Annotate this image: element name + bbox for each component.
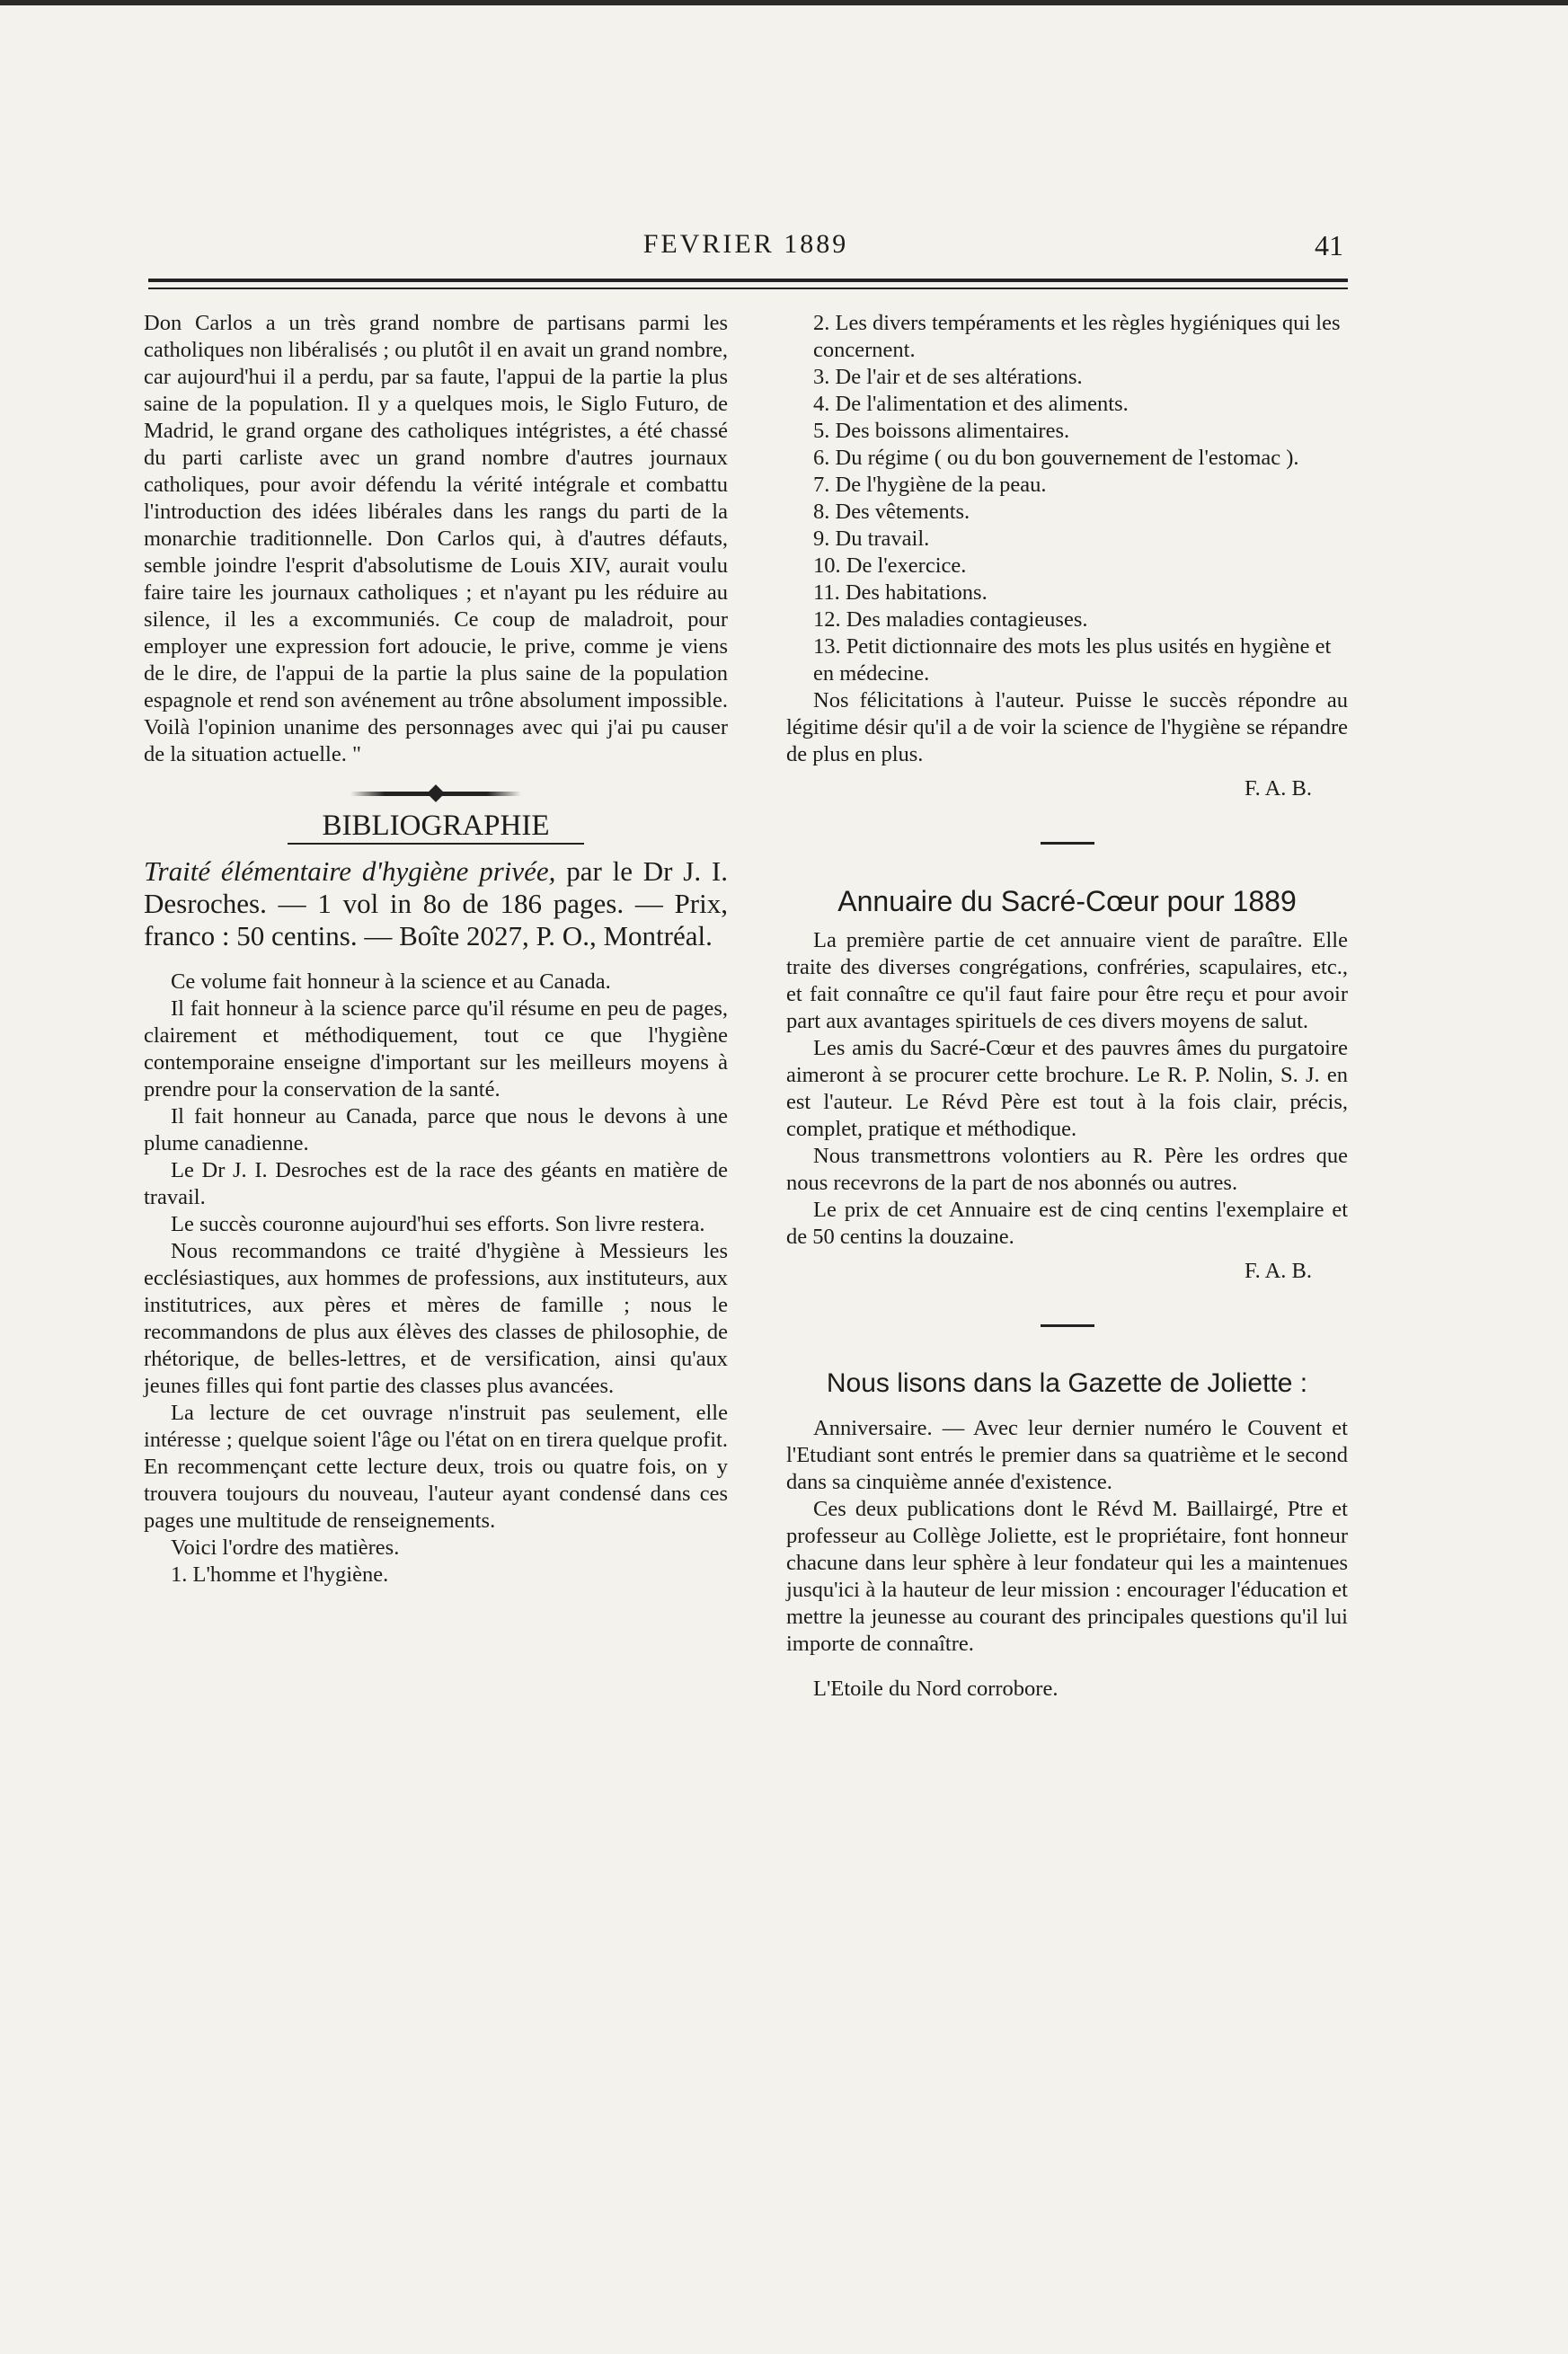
paragraph: Il fait honneur au Canada, parce que nous le devons à une plume canadienne. — [144, 1104, 728, 1155]
ornament-separator — [350, 792, 521, 796]
paragraph: La lecture de cet ouvrage n'instruit pas seulement, elle intéresse ; quelque soient l'âge ou l'état on en tirera quelque profit. En recommençant cette lecture deux, trois ou quatre fois, on y trouvera toujours du nouveau, l'auteur ayant condensé dans ces pages une multitude de renseignements. — [144, 1401, 728, 1533]
header-rule-thin — [148, 288, 1348, 289]
section-title-text: BIBLIOGRAPHIE — [322, 810, 550, 842]
section-title — [144, 812, 728, 845]
book-title: Traité élémentaire d'hygiène privée, — [144, 855, 556, 887]
paragraph: Il fait honneur à la science parce qu'il résume en peu de pages, clairement et méthodiquement, tout ce que l'hygiène contemporaine enseigne d'important sur les meilleurs moyens à prendre pour la conservation de la santé. — [144, 996, 728, 1102]
toc-item: 8. Des vêtements. — [813, 500, 970, 524]
paragraph: Les amis du Sacré-Cœur et des pauvres âmes du purgatoire aimeront à se procurer cette brochure. Le R. P. Nolin, S. J. en est l'auteur. Le Révd Père est tout à la fois clair, précis, complet, pratique et méthodique. — [786, 1036, 1348, 1141]
closing-paragraph: Nos félicitations à l'auteur. Puisse le succès répondre au légitime désir qu'il a de voir la science de l'hygiène se répandre de plus en plus. — [786, 688, 1348, 766]
toc-item: 6. Du régime ( ou du bon gouvernement de l'estomac ). — [813, 446, 1299, 470]
separator — [1041, 1324, 1094, 1327]
toc-item: 11. Des habitations. — [813, 580, 988, 605]
paragraph: Ces deux publications dont le Révd M. Baillairgé, Ptre et professeur au Collège Joliette, est le propriétaire, font honneur chacune dans leur sphère à leur fondateur qui les a maintenues jusqu'ici à la hauteur de leur mission : encourager l'éducation et mettre la jeunesse au courant des principales questions qu'il lui importe de connaître. — [786, 1497, 1348, 1656]
toc-item: 13. Petit dictionnaire des mots les plus usités en hygiène et en médecine. — [813, 634, 1332, 686]
signature: F. A. B. — [1245, 1259, 1312, 1283]
header-rule-thick — [148, 279, 1348, 282]
signature: F. A. B. — [1245, 776, 1312, 801]
left-column — [144, 310, 728, 1589]
toc-item: 10. De l'exercice. — [813, 553, 967, 578]
toc-item: 2. Les divers tempéraments et les règles hygiéniques qui les concernent. — [813, 311, 1341, 362]
paragraph: Le Dr J. I. Desroches est de la race des géants en matière de travail. — [144, 1158, 728, 1209]
right-column — [786, 310, 1348, 1703]
paragraph: Ce volume fait honneur à la science et au Canada. — [171, 969, 611, 994]
book-reference — [144, 855, 728, 952]
top-edge-rule — [0, 0, 1568, 5]
annuaire-title: Annuaire du Sacré-Cœur pour 1889 — [837, 885, 1297, 917]
book-details: par le Dr J. I. Desroches. — 1 vol in 8o de 186 pages. — Prix, franco : 50 centins. — Boîte 2027, P. O., Montréal. — [144, 855, 728, 951]
separator — [1041, 842, 1094, 845]
intro-paragraph: Don Carlos a un très grand nombre de partisans parmi les catholiques non libéralisés ; ou plutôt il en avait un grand nombre, car aujourd'hui il a perdu, par sa faute, l'appui de la partie la plus saine de la population. Il y a quelques mois, le Siglo Futuro, de Madrid, le grand organe des catholiques intégristes, a été chassé du parti carliste avec un grand nombre d'autres journaux catholiques, pour avoir défendu la vérité intégrale et combattu l'introduction des idées libérales dans les rangs du parti de la monarchie traditionnelle. Don Carlos qui, à d'autres défauts, semble joindre l'esprit d'absolutisme de Louis XIV, aurait voulu faire taire les journaux catholiques ; et n'ayant pu les réduire au silence, il les a excommuniés. Ce coup de maladroit, pour employer une expression fort adoucie, le prive, comme je viens de le dire, de l'appui de la partie la plus saine de la population espagnole et rend son avénement au trône absolument impossible. Voilà l'opinion unanime des personnages avec qui j'ai pu causer de la situation actuelle. " — [144, 311, 728, 766]
toc-item: 9. Du travail. — [813, 527, 930, 551]
gazette-heading: Nous lisons dans la Gazette de Joliette : — [826, 1368, 1308, 1398]
paragraph: Voici l'ordre des matières. — [171, 1535, 400, 1560]
paragraph: Le succès couronne aujourd'hui ses efforts. Son livre restera. — [171, 1212, 705, 1236]
toc-item: 4. De l'alimentation et des aliments. — [813, 392, 1129, 416]
paragraph: La première partie de cet annuaire vient de paraître. Elle traite des diverses congrégations, confréries, scapulaires, etc., et fait connaître ce qu'il faut faire pour être reçu et pour avoir part aux avantages spirituels de ces divers moyens de salut. — [786, 928, 1348, 1033]
page-number: 41 — [1315, 229, 1343, 261]
toc-item: 5. Des boissons alimentaires. — [813, 419, 1070, 443]
paragraph: Le prix de cet Annuaire est de cinq centins l'exemplaire et de 50 centins la douzaine. — [786, 1198, 1348, 1249]
paragraph: Anniversaire. — Avec leur dernier numéro le Couvent et l'Etudiant sont entrés le premier dans sa quatrième et le second dans sa cinquième année d'existence. — [786, 1416, 1348, 1494]
paragraph: Nous transmettrons volontiers au R. Père les ordres que nous recevrons de la part de nos abonnés ou autres. — [786, 1144, 1348, 1195]
paragraph: Nous recommandons ce traité d'hygiène à Messieurs les ecclésiastiques, aux hommes de professions, aux instituteurs, aux institutrices, aux pères et mères de famille ; nous le recommandons de plus aux élèves des classes de philosophie, de rhétorique, de belles-lettres, et de versification, ainsi qu'aux jeunes filles qui font partie des classes plus avancées. — [144, 1239, 728, 1398]
page-header — [148, 229, 1343, 265]
toc-item: 7. De l'hygiène de la peau. — [813, 473, 1047, 497]
section-title-underline — [288, 843, 584, 845]
toc-item: 3. De l'air et de ses altérations. — [813, 365, 1083, 389]
paragraph: L'Etoile du Nord corrobore. — [813, 1677, 1059, 1701]
list-item: 1. L'homme et l'hygiène. — [171, 1562, 389, 1587]
table-of-contents — [786, 310, 1348, 687]
running-title: FEVRIER 1889 — [642, 229, 849, 259]
toc-item: 12. Des maladies contagieuses. — [813, 607, 1088, 632]
